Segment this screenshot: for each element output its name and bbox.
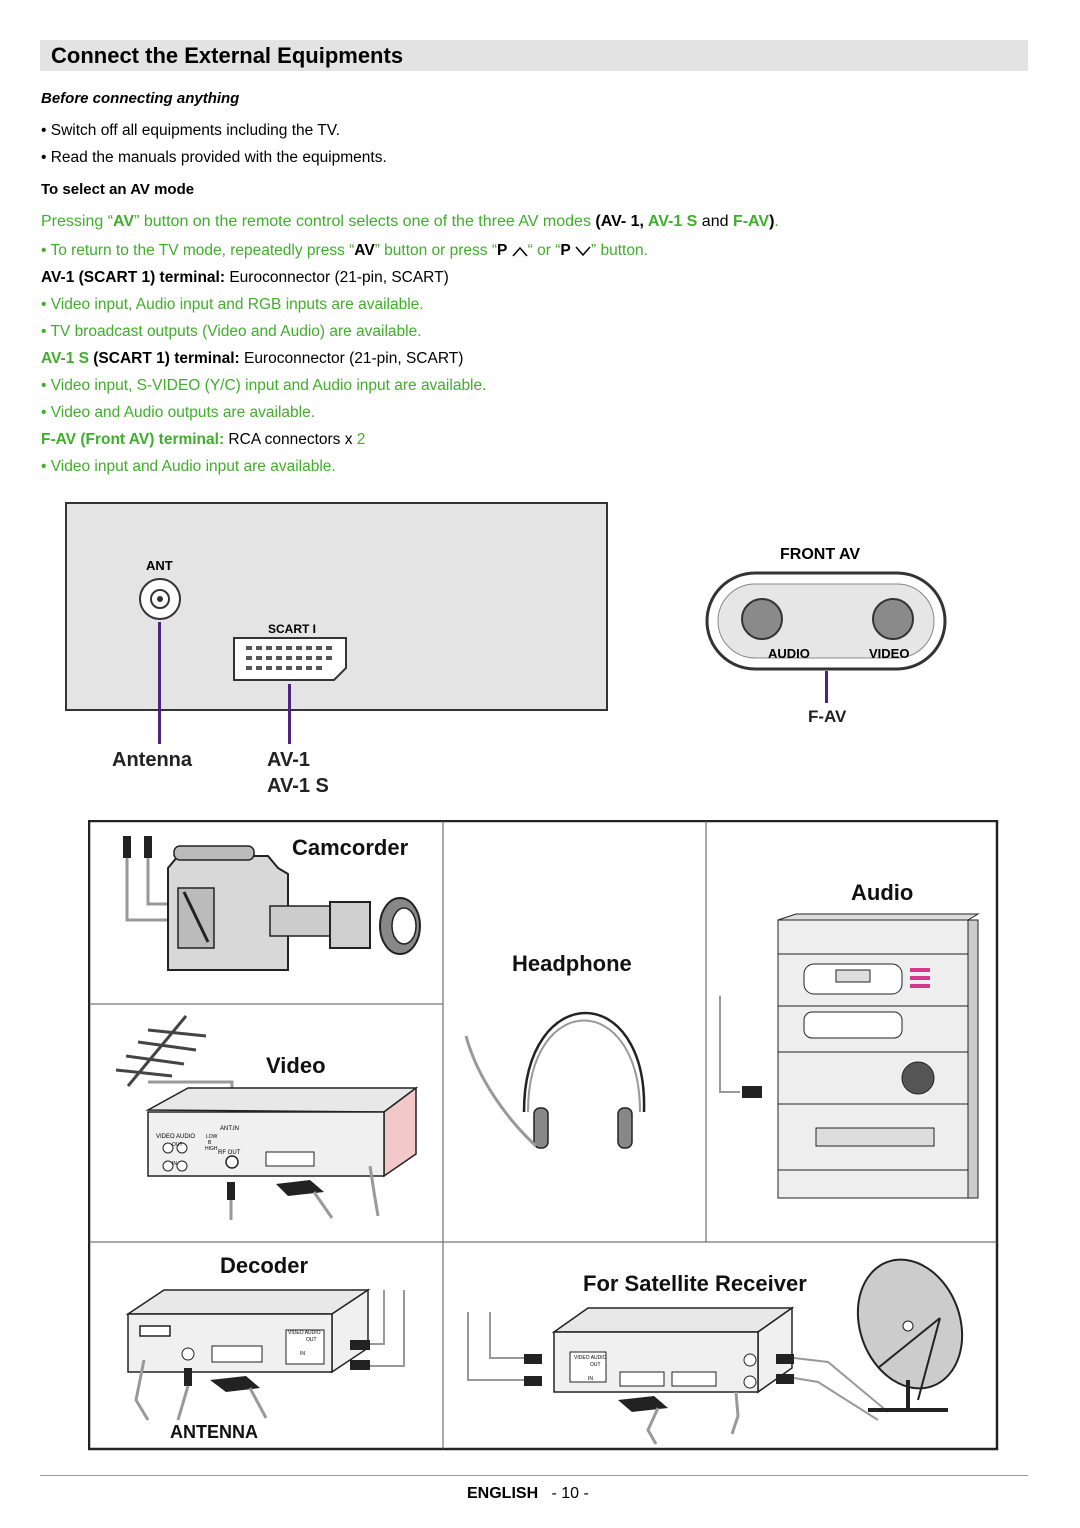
av1s-item-2: • Video and Audio outputs are available. (41, 404, 316, 421)
before-item-2: • Read the manuals provided with the equipments. (41, 149, 387, 166)
av1s-label-diagram: AV-1 S (267, 775, 329, 797)
vcr-in-label: IN (172, 1161, 177, 1167)
vcr-rfout-label: RF OUT (218, 1150, 241, 1156)
vcr-high-label: HIGH (205, 1146, 218, 1152)
decoder-label: Decoder (220, 1253, 309, 1278)
vcr-b-label: B (208, 1140, 212, 1146)
video-label: Video (266, 1053, 326, 1078)
fav-line (825, 671, 828, 703)
page-title: Connect the External Equipments (51, 43, 404, 68)
av1s-label: AV-1 S (SCART 1) terminal: Euroconnector (21-pin, SCART) (41, 350, 464, 367)
decoder-port-labels: VIDEO AUDIO (288, 1330, 321, 1336)
av-mode-pressing: Pressing “AV” button on the remote control selects one of the three AV modes (AV- 1, AV-1 S and F-AV). (41, 213, 779, 230)
chevron-down-icon (575, 245, 591, 257)
page-title-bar (40, 40, 1028, 71)
fav-label: F-AV (Front AV) terminal: RCA connectors x 2 (41, 431, 366, 448)
scart-label: SCART I (268, 622, 316, 636)
vcr-low-label: LOW (206, 1134, 218, 1140)
av-mode-heading: To select an AV mode (41, 181, 195, 198)
satellite-label: For Satellite Receiver (583, 1271, 807, 1296)
vcr-port-labels: VIDEO AUDIO (156, 1134, 196, 1140)
av1-item-2: • TV broadcast outputs (Video and Audio) are available. (41, 323, 422, 340)
decoder-out-label: OUT (306, 1337, 317, 1343)
antenna-label: Antenna (112, 749, 192, 771)
audio-label: Audio (851, 880, 914, 905)
footer-rule (40, 1475, 1028, 1476)
vcr-out-label: OUT (172, 1142, 183, 1148)
front-audio-label: AUDIO (768, 646, 810, 661)
vcr-antin-label: ANT.IN (220, 1126, 240, 1132)
camcorder-label: Camcorder (292, 835, 409, 860)
equipment-diagram (88, 820, 1000, 1452)
ant-jack-icon (137, 576, 183, 622)
av1-label-diagram: AV-1 (267, 749, 310, 771)
ant-label: ANT (146, 558, 173, 573)
front-video-label: VIDEO (869, 646, 910, 661)
front-av-panel (704, 570, 948, 672)
fav-label-diagram: F-AV (808, 707, 847, 726)
av1s-item-1: • Video input, S-VIDEO (Y/C) input and Audio input are available. (41, 377, 487, 394)
decoder-in-label: IN (300, 1351, 305, 1357)
satellite-in-label: IN (588, 1376, 593, 1382)
av1-item-1: • Video input, Audio input and RGB inputs are available. (41, 296, 424, 313)
antenna-bottom-label: ANTENNA (170, 1422, 258, 1442)
footer: ENGLISH - 10 - (467, 1485, 589, 1502)
headphone-label: Headphone (512, 951, 632, 976)
front-av-title: FRONT AV (780, 546, 860, 563)
satellite-out-label: OUT (590, 1362, 601, 1368)
av1-line (288, 684, 291, 744)
scart-connector-icon (232, 636, 348, 682)
av-mode-return: • To return to the TV mode, repeatedly press “AV” button or press “P “ or “P ” button. (41, 242, 648, 259)
satellite-port-labels: VIDEO AUDIO (574, 1355, 607, 1361)
chevron-up-icon (512, 245, 528, 257)
av1-label: AV-1 (SCART 1) terminal: Euroconnector (21-pin, SCART) (41, 269, 449, 286)
antenna-line (158, 622, 161, 744)
before-item-1: • Switch off all equipments including the TV. (41, 122, 340, 139)
before-heading: Before connecting anything (41, 90, 240, 107)
fav-item-1: • Video input and Audio input are available. (41, 458, 336, 475)
